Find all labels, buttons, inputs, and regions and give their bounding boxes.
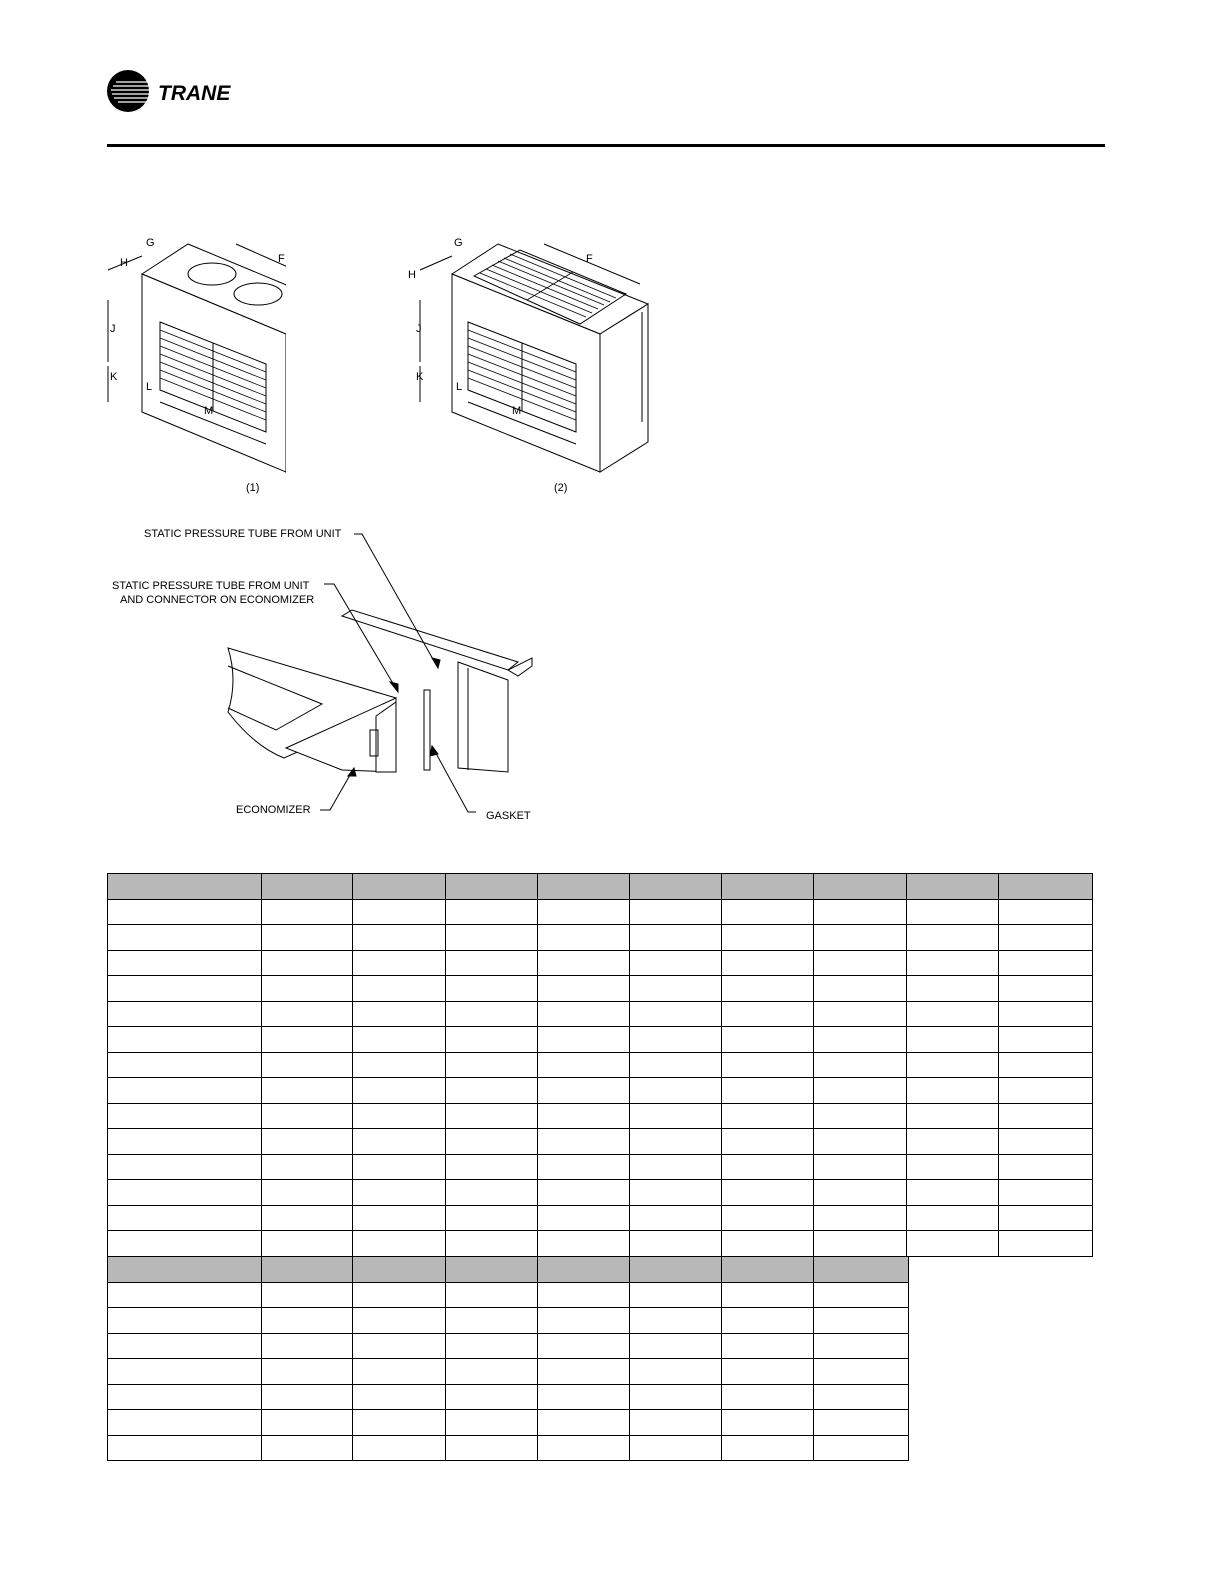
table-row — [108, 1205, 1093, 1231]
dim-label-l: L — [146, 381, 153, 393]
brand-wordmark: TRANE — [158, 82, 231, 105]
callout-static-pressure-tube-connector-line2: AND CONNECTOR ON ECONOMIZER — [120, 594, 315, 606]
table-cell — [814, 1384, 909, 1410]
table-cell — [353, 899, 446, 925]
table-cell — [262, 1052, 353, 1078]
table-cell — [630, 950, 722, 976]
table-cell — [538, 1154, 630, 1180]
table-cell — [538, 1333, 630, 1359]
table-cell — [262, 1001, 353, 1027]
table-row — [108, 1410, 909, 1436]
table-row — [108, 1027, 1093, 1053]
table-row — [108, 899, 1093, 925]
table-cell — [538, 1052, 630, 1078]
table-cell — [353, 1052, 446, 1078]
table-cell — [446, 925, 538, 951]
table-cell — [262, 1282, 353, 1308]
table-cell — [630, 1103, 722, 1129]
dim-label-g: G — [454, 237, 463, 249]
dim-label-l: L — [456, 381, 463, 393]
table-cell — [108, 1027, 262, 1053]
table-cell — [353, 1001, 446, 1027]
dim-label-h: H — [408, 269, 416, 281]
table-cell — [538, 1282, 630, 1308]
figure-1-caption: (1) — [246, 482, 260, 494]
table-cell — [353, 1435, 446, 1461]
table-header-cell — [722, 874, 814, 900]
table-cell — [814, 1001, 907, 1027]
figure-3-economizer-detail — [106, 520, 546, 830]
table-row — [108, 1103, 1093, 1129]
table-cell — [630, 1308, 722, 1334]
dim-label-f: F — [278, 253, 285, 265]
table-cell — [907, 1205, 999, 1231]
table-cell — [630, 1282, 722, 1308]
table-row — [108, 1282, 909, 1308]
table-cell — [446, 1027, 538, 1053]
table-cell — [907, 1027, 999, 1053]
table-cell — [538, 1078, 630, 1104]
table-header-row — [108, 1257, 909, 1283]
table-cell — [538, 899, 630, 925]
table-cell — [262, 1205, 353, 1231]
table-cell — [446, 1180, 538, 1206]
table-cell — [538, 1129, 630, 1155]
figure-2-caption: (2) — [554, 482, 568, 494]
table-header-cell — [814, 1257, 909, 1283]
table-cell — [722, 950, 814, 976]
table-cell — [353, 925, 446, 951]
table-cell — [630, 1027, 722, 1053]
table-cell — [108, 950, 262, 976]
table-row — [108, 1359, 909, 1385]
table-cell — [353, 1103, 446, 1129]
table-cell — [814, 1435, 909, 1461]
table-cell — [907, 1180, 999, 1206]
table-cell — [722, 1027, 814, 1053]
table-cell — [262, 950, 353, 976]
table-cell — [630, 1205, 722, 1231]
table-cell — [538, 1308, 630, 1334]
table-cell — [108, 1205, 262, 1231]
table-cell — [814, 1027, 907, 1053]
dimensions-table-1 — [107, 873, 1093, 1257]
table-cell — [262, 925, 353, 951]
table-header-cell — [538, 1257, 630, 1283]
table-cell — [353, 1205, 446, 1231]
table-cell — [108, 1308, 262, 1334]
table-cell — [907, 1231, 999, 1257]
table-cell — [722, 1333, 814, 1359]
table-cell — [999, 950, 1093, 976]
table-cell — [108, 1410, 262, 1436]
table-row — [108, 1052, 1093, 1078]
table-cell — [353, 1333, 446, 1359]
table-row — [108, 1001, 1093, 1027]
table-cell — [108, 1129, 262, 1155]
table-cell — [814, 1282, 909, 1308]
table-cell — [814, 1180, 907, 1206]
table-cell — [538, 1205, 630, 1231]
table-row — [108, 1129, 1093, 1155]
table-cell — [262, 1180, 353, 1206]
table-header-cell — [262, 874, 353, 900]
table-cell — [538, 1384, 630, 1410]
header-rule — [107, 144, 1105, 147]
table-cell — [630, 1180, 722, 1206]
table-row — [108, 1333, 909, 1359]
table-header-cell — [353, 874, 446, 900]
table-cell — [108, 1154, 262, 1180]
table-cell — [630, 899, 722, 925]
table-cell — [446, 1001, 538, 1027]
table-cell — [814, 976, 907, 1002]
table-cell — [446, 976, 538, 1002]
table-cell — [538, 925, 630, 951]
table-cell — [108, 976, 262, 1002]
table-cell — [538, 1001, 630, 1027]
table-cell — [814, 1410, 909, 1436]
dim-label-g: G — [146, 237, 155, 249]
table-header-cell — [538, 874, 630, 900]
table-cell — [353, 1231, 446, 1257]
table-cell — [353, 950, 446, 976]
table-cell — [999, 1103, 1093, 1129]
table-cell — [999, 1180, 1093, 1206]
table-cell — [722, 976, 814, 1002]
table-cell — [814, 1154, 907, 1180]
table-cell — [353, 1180, 446, 1206]
table-cell — [538, 1180, 630, 1206]
callout-static-pressure-tube: STATIC PRESSURE TUBE FROM UNIT — [144, 528, 342, 540]
table-row — [108, 950, 1093, 976]
table-cell — [999, 1078, 1093, 1104]
table-cell — [262, 899, 353, 925]
table-header-cell — [108, 1257, 262, 1283]
table-cell — [108, 1078, 262, 1104]
table-cell — [446, 1052, 538, 1078]
table-cell — [262, 1333, 353, 1359]
table-cell — [722, 899, 814, 925]
table-cell — [538, 1435, 630, 1461]
table-cell — [999, 925, 1093, 951]
table-cell — [907, 950, 999, 976]
dim-label-m: M — [204, 405, 214, 417]
table-cell — [538, 1359, 630, 1385]
dim-label-j: J — [416, 323, 422, 335]
table-cell — [722, 1231, 814, 1257]
table-cell — [538, 976, 630, 1002]
table-header-cell — [262, 1257, 353, 1283]
table-header-cell — [630, 1257, 722, 1283]
table-cell — [999, 1001, 1093, 1027]
table-cell — [630, 1154, 722, 1180]
table-cell — [814, 1052, 907, 1078]
table-cell — [814, 1359, 909, 1385]
table-row — [108, 1180, 1093, 1206]
table-cell — [722, 1129, 814, 1155]
table-cell — [630, 1359, 722, 1385]
table-cell — [722, 1359, 814, 1385]
table-cell — [446, 1154, 538, 1180]
table-cell — [907, 899, 999, 925]
table-cell — [907, 1154, 999, 1180]
table-cell — [446, 1410, 538, 1436]
table-header-cell — [722, 1257, 814, 1283]
table-cell — [814, 1129, 907, 1155]
table-cell — [108, 1359, 262, 1385]
table-header-cell — [446, 874, 538, 900]
table-cell — [446, 1231, 538, 1257]
table-cell — [722, 1435, 814, 1461]
table-cell — [538, 950, 630, 976]
table-cell — [446, 1129, 538, 1155]
table-cell — [999, 1027, 1093, 1053]
dim-label-j: J — [110, 323, 116, 335]
table-cell — [108, 1001, 262, 1027]
table-cell — [814, 925, 907, 951]
table-cell — [262, 1435, 353, 1461]
table-cell — [999, 1129, 1093, 1155]
table-row — [108, 1384, 909, 1410]
table-cell — [108, 1282, 262, 1308]
table-header-cell — [108, 874, 262, 900]
table-cell — [630, 1129, 722, 1155]
dim-label-k: K — [416, 371, 424, 383]
table-cell — [630, 1052, 722, 1078]
table-row — [108, 1308, 909, 1334]
table-cell — [446, 1308, 538, 1334]
table-header-cell — [999, 874, 1093, 900]
table-cell — [907, 1078, 999, 1104]
table-cell — [722, 1384, 814, 1410]
table-cell — [722, 1282, 814, 1308]
table-cell — [907, 1103, 999, 1129]
table-cell — [907, 1001, 999, 1027]
table-cell — [262, 1410, 353, 1436]
table-cell — [108, 1052, 262, 1078]
table-cell — [907, 1129, 999, 1155]
table-cell — [722, 1180, 814, 1206]
table-cell — [108, 899, 262, 925]
table-cell — [353, 1308, 446, 1334]
table-cell — [722, 1205, 814, 1231]
table-cell — [814, 1231, 907, 1257]
table-cell — [262, 1078, 353, 1104]
table-cell — [262, 1103, 353, 1129]
table-cell — [999, 899, 1093, 925]
table-cell — [353, 976, 446, 1002]
table-cell — [446, 1359, 538, 1385]
table-cell — [353, 1410, 446, 1436]
table-row — [108, 1435, 909, 1461]
table-cell — [446, 1103, 538, 1129]
table-cell — [630, 925, 722, 951]
table-cell — [814, 899, 907, 925]
table-cell — [999, 1154, 1093, 1180]
callout-gasket: GASKET — [486, 810, 531, 822]
table-cell — [538, 1103, 630, 1129]
table-cell — [353, 1154, 446, 1180]
table-cell — [262, 1384, 353, 1410]
table-row — [108, 1154, 1093, 1180]
table-cell — [814, 1333, 909, 1359]
table-cell — [446, 1282, 538, 1308]
table-cell — [353, 1129, 446, 1155]
table-cell — [722, 1154, 814, 1180]
table-cell — [353, 1027, 446, 1053]
dim-label-h: H — [120, 257, 128, 269]
table-cell — [108, 1333, 262, 1359]
table-cell — [108, 925, 262, 951]
table-cell — [907, 925, 999, 951]
table-cell — [630, 1410, 722, 1436]
table-cell — [999, 1052, 1093, 1078]
table-cell — [999, 1205, 1093, 1231]
table-cell — [630, 1333, 722, 1359]
table-cell — [108, 1384, 262, 1410]
table-cell — [722, 1308, 814, 1334]
table-cell — [999, 1231, 1093, 1257]
table-cell — [108, 1231, 262, 1257]
table-cell — [108, 1180, 262, 1206]
table-cell — [722, 1410, 814, 1436]
table-cell — [262, 1308, 353, 1334]
table-cell — [446, 1333, 538, 1359]
table-cell — [353, 1359, 446, 1385]
table-cell — [538, 1410, 630, 1436]
table-cell — [630, 1435, 722, 1461]
table-cell — [814, 1078, 907, 1104]
table-cell — [108, 1435, 262, 1461]
table-cell — [814, 1308, 909, 1334]
table-cell — [353, 1282, 446, 1308]
table-cell — [722, 1103, 814, 1129]
callout-static-pressure-tube-connector-line1: STATIC PRESSURE TUBE FROM UNIT — [112, 580, 310, 592]
table-cell — [262, 1027, 353, 1053]
table-cell — [446, 1205, 538, 1231]
table-cell — [722, 925, 814, 951]
table-cell — [630, 976, 722, 1002]
table-header-cell — [353, 1257, 446, 1283]
table-cell — [722, 1078, 814, 1104]
table-cell — [907, 976, 999, 1002]
table-cell — [446, 1384, 538, 1410]
table-header-row — [108, 874, 1093, 900]
table-cell — [262, 1231, 353, 1257]
table-cell — [446, 899, 538, 925]
table-cell — [262, 976, 353, 1002]
table-cell — [814, 950, 907, 976]
table-cell — [108, 1103, 262, 1129]
table-cell — [722, 1001, 814, 1027]
figure-1-unit-round-fans — [106, 232, 286, 502]
table-header-cell — [814, 874, 907, 900]
table-header-cell — [446, 1257, 538, 1283]
table-cell — [262, 1129, 353, 1155]
table-cell — [630, 1078, 722, 1104]
figure-2-unit-grille-top — [404, 232, 654, 502]
table-cell — [722, 1052, 814, 1078]
table-row — [108, 976, 1093, 1002]
dim-label-m: M — [512, 405, 522, 417]
trane-logo — [106, 68, 246, 116]
table-cell — [907, 1052, 999, 1078]
table-header-cell — [630, 874, 722, 900]
table-cell — [446, 1078, 538, 1104]
table-cell — [814, 1103, 907, 1129]
dim-label-k: K — [110, 371, 118, 383]
table-row — [108, 925, 1093, 951]
table-cell — [999, 976, 1093, 1002]
table-cell — [814, 1205, 907, 1231]
dim-label-f: F — [586, 253, 593, 265]
table-header-cell — [907, 874, 999, 900]
table-cell — [538, 1231, 630, 1257]
table-cell — [538, 1027, 630, 1053]
table-cell — [446, 950, 538, 976]
callout-economizer: ECONOMIZER — [236, 804, 311, 816]
table-cell — [630, 1231, 722, 1257]
table-cell — [353, 1384, 446, 1410]
table-row — [108, 1078, 1093, 1104]
table-row — [108, 1231, 1093, 1257]
table-cell — [262, 1154, 353, 1180]
table-cell — [262, 1359, 353, 1385]
table-cell — [353, 1078, 446, 1104]
table-cell — [630, 1001, 722, 1027]
table-cell — [446, 1435, 538, 1461]
table-cell — [630, 1384, 722, 1410]
dimensions-table-2 — [107, 1256, 909, 1461]
